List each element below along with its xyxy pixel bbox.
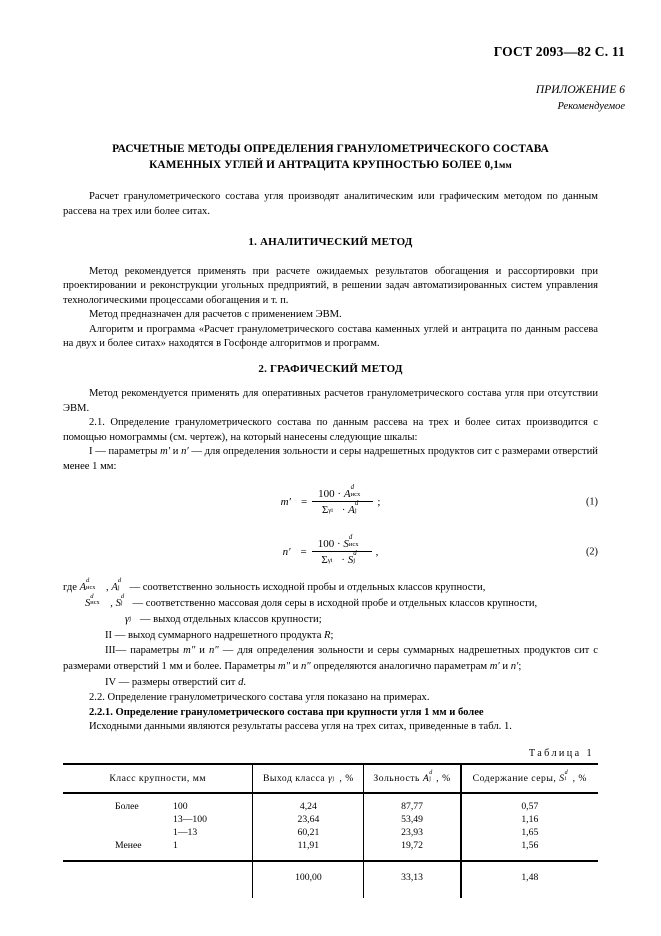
page-title-line2: КАМЕННЫХ УГЛЕЙ И АНТРАЦИТА КРУПНОСТЬЮ БОЛЕЕ 0,1 — [149, 159, 499, 172]
definition-scale-II: II — выход суммарного надрешетного продукта R; — [105, 629, 334, 641]
page-title-line1: РАСЧЕТНЫЕ МЕТОДЫ ОПРЕДЕЛЕНИЯ ГРАНУЛОМЕТРИЧЕСКОГО СОСТАВА — [112, 143, 549, 155]
annex-subtitle: Рекомендуемое — [557, 100, 625, 112]
annex-title: ПРИЛОЖЕНИЕ 6 — [535, 84, 625, 96]
formula-2-num-var: S d исх — [343, 534, 359, 550]
cell-ash: 23,93 — [364, 827, 461, 840]
table-row — [63, 840, 598, 861]
formula-2-numerator: 100 · S d исх — [312, 538, 372, 552]
param-m-dprime-1: m″ — [183, 645, 196, 657]
section-2-paragraph-1: Метод рекомендуется применять для оперативных расчетов гранулометрического состава угля при отсутствии ЭВМ. — [63, 388, 598, 414]
symbol-d: d — [238, 677, 244, 689]
param-n-prime-ref: n′ — [510, 661, 519, 673]
formula-1-sigma: Σ γi — [321, 503, 333, 516]
document-standard-reference: ГОСТ 2093—82 С. 11 — [493, 44, 625, 59]
formula-2-sigma: Σ γi — [321, 553, 333, 566]
formula-1-numerator: 100 · A d исх — [312, 488, 373, 502]
symbol-A-header: A d j — [422, 770, 433, 785]
definition-scale-IV: IV — размеры отверстий сит d. — [105, 677, 247, 689]
section-1-heading: 1. АНАЛИТИЧЕСКИЙ МЕТОД — [248, 236, 413, 249]
cell-totals-sulfur: 1,48 — [461, 861, 598, 899]
symbol-A-j: A d j — [111, 577, 122, 593]
definition-gamma: γ j — выход отдельных классов крупности; — [63, 612, 598, 628]
formula-1 — [280, 484, 381, 516]
formula-2-fraction — [312, 534, 372, 566]
document-content — [63, 0, 598, 898]
symbol-R: R — [324, 629, 331, 641]
formula-2-denominator: Σ γi · S d j — [321, 550, 357, 566]
table-row — [63, 814, 598, 827]
formula-2-lhs: n′ — [282, 545, 291, 558]
section-2-heading: 2. ГРАФИЧЕСКИЙ МЕТОД — [258, 363, 403, 376]
cell-totals-label — [63, 861, 253, 899]
section-1-paragraph-1: Метод рекомендуется применять при расчете ожидаемых результатов обогащения и рассортировки при проектировании и реконструкции угольных предприятий, в решении задач автоматизированных систем управления технологическими процессами обогащения и т. п. — [63, 266, 598, 306]
cell-totals-yield: 100,00 — [253, 861, 364, 899]
formula-1-number: (1) — [585, 496, 598, 508]
param-m-dprime-2: m″ — [277, 661, 291, 673]
definition-scale-III: III— параметры m″ и n″ — для определения зольности и серы суммарных надрешетных продуктов сит с размерами отверстий 1 мм и более. Параметры m″ и n″ определяются аналогично параметрам m′ и n′; — [63, 645, 598, 673]
symbol-S-header: S d i — [559, 770, 569, 785]
cell-yield: 23,64 — [253, 814, 364, 827]
table-totals-row — [63, 861, 598, 899]
variable-definitions — [63, 577, 598, 691]
col-header-ash: Зольность A d j , % — [364, 764, 461, 793]
formula-2-equals: = — [300, 545, 307, 558]
table-caption: Таблица 1 — [528, 748, 594, 760]
conjunction: и — [170, 446, 182, 458]
cell-sulfur: 1,56 — [521, 839, 539, 851]
symbol-gamma-j: γ j — [125, 613, 131, 625]
section-1-paragraph-2: Метод предназначен для расчетов с применением ЭВМ. — [89, 309, 342, 321]
scale-I-prefix: I — параметры — [89, 446, 161, 458]
page-title-unit: мм — [498, 161, 512, 172]
formula-2-number: (2) — [585, 546, 598, 558]
table-header-row — [63, 764, 598, 793]
cell-yield: 60,21 — [253, 827, 364, 840]
symbol-S-ishod: S d исх — [85, 593, 100, 609]
formula-2-row — [63, 530, 598, 574]
section-22-paragraph-1: 2.2. Определение гранулометрического состава угля показано на примерах. — [89, 692, 430, 704]
section-2-paragraph-2: 2.1. Определение гранулометрического состава по данным рассева на трех и более ситах производится с помощью номограммы (см. чертеж), на который нанесены следующие шкалы: — [63, 417, 598, 443]
table-body — [63, 793, 598, 860]
param-m-prime-ref: m′ — [489, 661, 500, 673]
param-m-prime: m — [160, 446, 168, 458]
col-header-yield: Выход класса γ j , % — [253, 764, 364, 793]
table-totals — [63, 861, 598, 899]
cell-yield: 4,24 — [253, 793, 364, 814]
section-1-paragraph-3: Алгоритм и программа «Расчет гранулометрического состава каменных углей и антрацита по данным рассева на двух и более ситах» находятся в Госфонде алгоритмов и программ. — [63, 323, 598, 350]
table-head — [63, 764, 598, 793]
cell-ash: 87,77 — [364, 793, 461, 814]
col-header-class-size: Класс крупности, мм — [63, 764, 253, 793]
col-header-sulfur: Содержание серы, S d i , % — [472, 770, 587, 785]
definition-sulfur: S d исх , S d j — соответственно массовая доля серы в исходной пробе и отдельных классов крупности, — [63, 596, 598, 612]
symbol-A-ishod: A d исх — [79, 577, 96, 593]
cell-class-size: Более 100 — [63, 793, 253, 814]
param-n-dprime-1: n″ — [208, 645, 219, 657]
formula-1-denominator: Σ γi · A d j — [321, 500, 359, 516]
cell-ash: 53,49 — [364, 814, 461, 827]
page-title — [63, 141, 598, 173]
section-2-paragraph-3: I — параметры m′ и n′ — для определения зольности и серы надрешетных продуктов сит с размерами отверстий менее 1 мм: — [63, 446, 598, 472]
granulometric-table — [63, 763, 598, 898]
formula-1-fraction — [312, 484, 373, 516]
symbol-S-j: S d j — [115, 593, 125, 609]
formula-1-equals: = — [300, 495, 308, 508]
cell-ash: 19,72 — [364, 840, 461, 861]
cell-class-size: 1—13 — [63, 827, 253, 840]
table-row — [63, 827, 598, 840]
section-221-paragraph: Исходными данными являются результаты рассева угля на трех ситах, приведенные в табл. 1. — [89, 720, 512, 732]
cell-totals-ash: 33,13 — [364, 861, 461, 899]
cell-class-size: Менее 1 — [63, 840, 253, 861]
cell-sulfur: 1,16 — [521, 814, 539, 826]
param-n-prime: n — [181, 446, 187, 458]
cell-sulfur: 0,57 — [521, 801, 539, 813]
formula-1-lhs: m′ — [280, 495, 291, 508]
section-221-heading: 2.2.1. Определение гранулометрического состава при крупности угля 1 мм и более — [89, 706, 484, 718]
cell-class-size: 13—100 — [63, 814, 253, 827]
formula-1-tail: ; — [377, 495, 381, 508]
definition-ash: где A d исх , A d j — соответственно зольность исходной пробы и отдельных классов крупности, — [63, 580, 598, 596]
cell-yield: 11,91 — [253, 840, 364, 861]
formula-1-num-var: A d исх — [343, 484, 361, 500]
formula-2-tail: , — [375, 545, 379, 558]
formula-2 — [282, 534, 379, 566]
formula-1-row — [63, 480, 598, 524]
scale-I-suffix: — для определения зольности и серы надрешетных продуктов сит с размерами отверстий менее 1 мм: — [63, 446, 598, 472]
cell-sulfur: 1,65 — [521, 826, 539, 838]
formula-1-den-var: A d j — [348, 500, 359, 516]
intro-paragraph: Расчет гранулометрического состава угля производят аналитическим или графическим методом по данным рассева на трех или более ситах. — [63, 191, 598, 217]
table-row — [63, 793, 598, 814]
formula-2-den-var: S d j — [347, 550, 357, 566]
param-n-dprime-2: n″ — [300, 661, 311, 673]
symbol-gamma-header: γ j — [328, 773, 335, 785]
